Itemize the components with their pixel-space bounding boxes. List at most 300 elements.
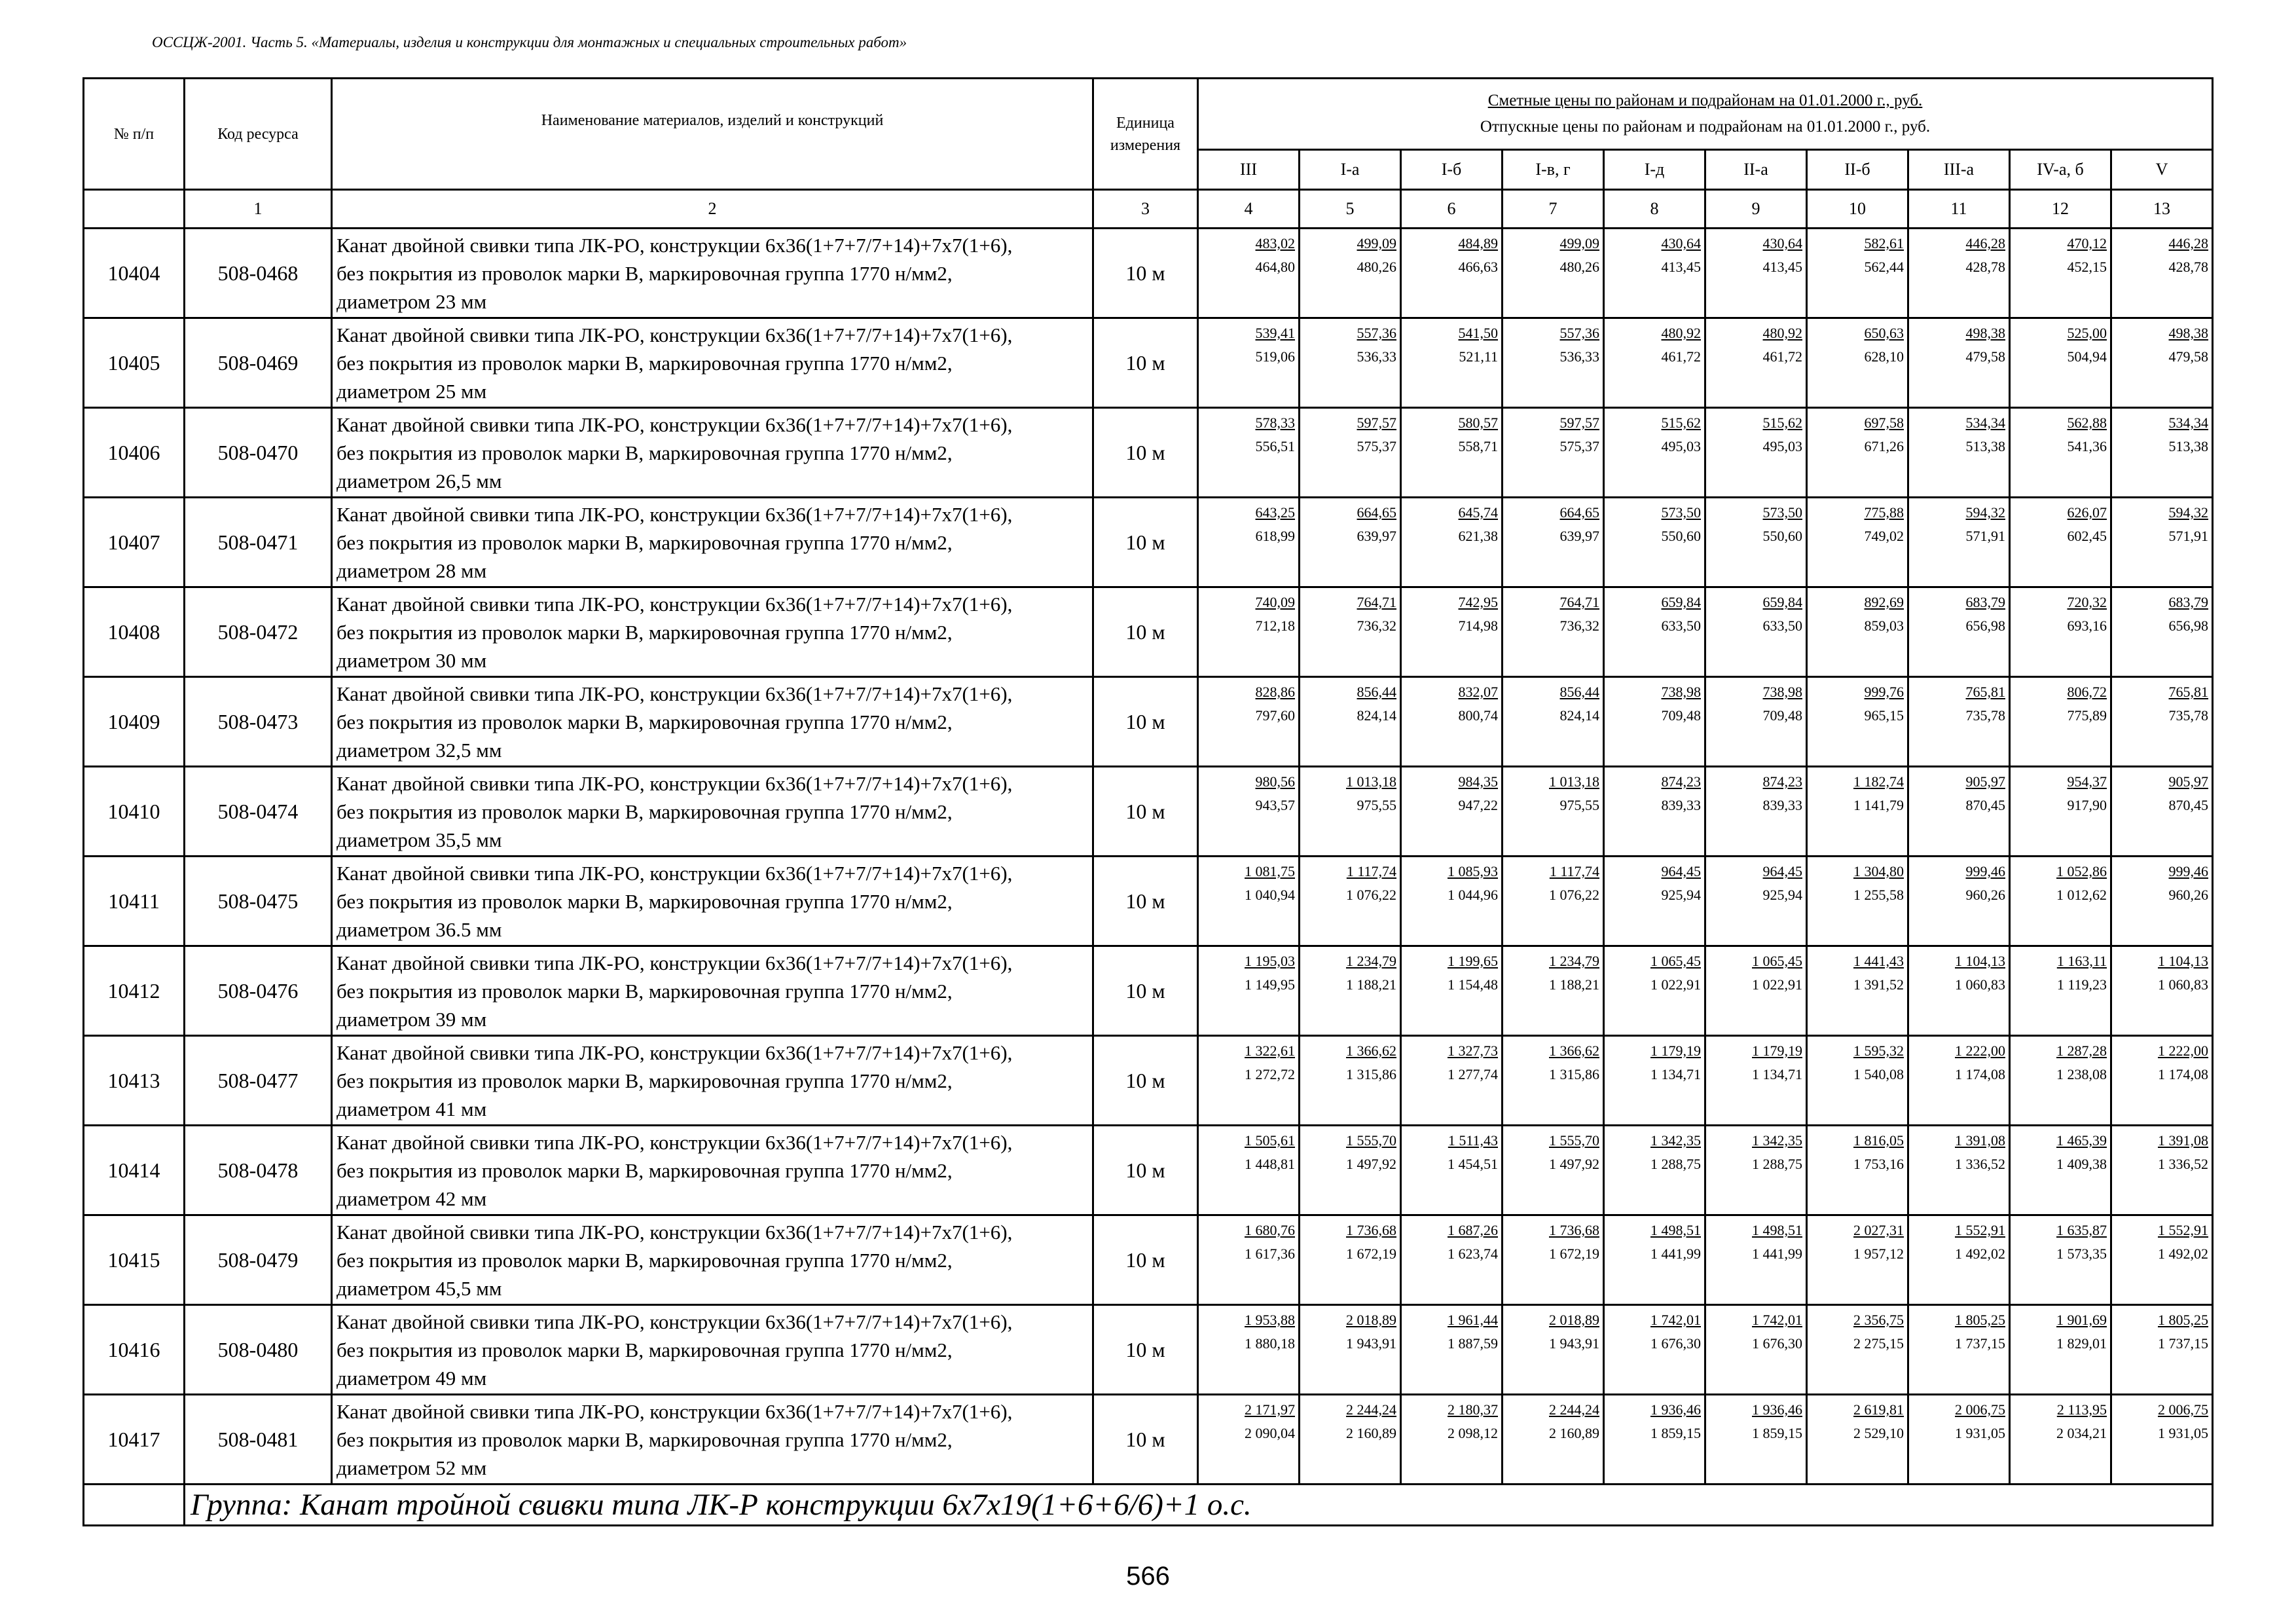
release-price: 1 492,02 xyxy=(1955,1246,2005,1262)
table-row xyxy=(84,408,2213,498)
release-price: 797,60 xyxy=(1255,707,1295,724)
release-price: 2 098,12 xyxy=(1448,1425,1498,1441)
unit: 10 м xyxy=(1093,677,1198,767)
release-price: 550,60 xyxy=(1762,528,1802,544)
release-price: 693,16 xyxy=(2067,618,2107,634)
price-cell xyxy=(1401,229,1503,318)
estimate-price: 765,81 xyxy=(2168,684,2209,700)
price-cell xyxy=(1705,1036,1807,1126)
estimate-price: 1 505,61 xyxy=(1245,1132,1295,1149)
price-cell xyxy=(2010,946,2111,1036)
price-cell xyxy=(1198,318,1300,408)
row-number: 10417 xyxy=(84,1395,185,1485)
row-number: 10416 xyxy=(84,1305,185,1395)
resource-code: 508-0478 xyxy=(185,1126,332,1215)
price-cell xyxy=(2111,229,2213,318)
release-price: 413,45 xyxy=(1762,259,1802,275)
release-price: 1 255,58 xyxy=(1853,887,1904,903)
release-price: 618,99 xyxy=(1255,528,1295,544)
estimate-price: 1 736,68 xyxy=(1346,1222,1396,1238)
release-price: 1 012,62 xyxy=(2056,887,2107,903)
unit: 10 м xyxy=(1093,946,1198,1036)
col-number: 3 xyxy=(1093,190,1198,229)
release-price: 775,89 xyxy=(2067,707,2107,724)
release-price: 1 931,05 xyxy=(1955,1425,2005,1441)
price-cell xyxy=(1198,229,1300,318)
estimate-price: 480,92 xyxy=(1661,325,1701,341)
price-cell xyxy=(1401,946,1503,1036)
release-price: 839,33 xyxy=(1762,797,1802,813)
estimate-price: 764,71 xyxy=(1559,594,1599,610)
release-price: 800,74 xyxy=(1458,707,1498,724)
release-price: 536,33 xyxy=(1559,348,1599,365)
price-cell xyxy=(2010,1395,2111,1485)
estimate-price: 764,71 xyxy=(1357,594,1396,610)
release-price: 1 737,15 xyxy=(2158,1335,2209,1352)
table-row xyxy=(84,229,2213,318)
group-row xyxy=(84,1485,2213,1526)
estimate-price: 557,36 xyxy=(1559,325,1599,341)
estimate-price: 1 327,73 xyxy=(1448,1043,1498,1059)
price-cell xyxy=(2010,767,2111,857)
price-cell xyxy=(1908,1305,2010,1395)
estimate-price: 2 006,75 xyxy=(1955,1401,2005,1418)
price-cell xyxy=(2010,1215,2111,1305)
estimate-price: 980,56 xyxy=(1255,773,1295,790)
release-price: 602,45 xyxy=(2067,528,2107,544)
price-cell xyxy=(1604,946,1705,1036)
estimate-price: 999,46 xyxy=(1965,863,2005,879)
release-price: 1 272,72 xyxy=(1245,1066,1295,1082)
price-cell xyxy=(1604,767,1705,857)
release-price: 1 676,30 xyxy=(1650,1335,1701,1352)
row-number: 10404 xyxy=(84,229,185,318)
release-price: 839,33 xyxy=(1661,797,1701,813)
estimate-price: 1 736,68 xyxy=(1549,1222,1599,1238)
estimate-price: 515,62 xyxy=(1762,415,1802,431)
price-cell xyxy=(1503,767,1604,857)
resource-code: 508-0476 xyxy=(185,946,332,1036)
estimate-price: 597,57 xyxy=(1559,415,1599,431)
item-name-line: без покрытия из проволок марки В, маркировочная группа 1770 н/мм2, xyxy=(337,1158,953,1182)
estimate-price: 1 498,51 xyxy=(1752,1222,1802,1238)
prices-estimate-heading: Сметные цены по районам и подрайонам на 01.01.2000 г., руб. xyxy=(1487,92,1923,109)
release-price: 1 134,71 xyxy=(1752,1066,1802,1082)
estimate-price: 1 013,18 xyxy=(1549,773,1599,790)
release-price: 1 288,75 xyxy=(1752,1156,1802,1172)
col-number: 8 xyxy=(1604,190,1705,229)
price-cell xyxy=(1807,318,1908,408)
estimate-price: 2 018,89 xyxy=(1346,1312,1396,1328)
estimate-price: 582,61 xyxy=(1864,235,1904,251)
col-header-prices xyxy=(1198,79,2213,150)
estimate-price: 1 222,00 xyxy=(1955,1043,2005,1059)
price-cell xyxy=(2111,946,2213,1036)
release-price: 562,44 xyxy=(1864,259,1904,275)
price-cell xyxy=(1807,1036,1908,1126)
region-header: V xyxy=(2111,150,2213,190)
estimate-price: 1 117,74 xyxy=(1346,863,1396,879)
price-cell xyxy=(1503,1036,1604,1126)
estimate-price: 2 619,81 xyxy=(1853,1401,1904,1418)
item-name-line: диаметром 36.5 мм xyxy=(337,917,502,941)
release-price: 2 275,15 xyxy=(1853,1335,1904,1352)
item-name-line: диаметром 52 мм xyxy=(337,1456,487,1479)
release-price: 513,38 xyxy=(2168,438,2209,454)
release-price: 628,10 xyxy=(1864,348,1904,365)
item-name-line: диаметром 45,5 мм xyxy=(337,1276,502,1300)
release-price: 550,60 xyxy=(1661,528,1701,544)
release-price: 1 753,16 xyxy=(1853,1156,1904,1172)
price-cell xyxy=(1401,1305,1503,1395)
release-price: 943,57 xyxy=(1255,797,1295,813)
price-cell xyxy=(1198,946,1300,1036)
row-number: 10407 xyxy=(84,498,185,587)
release-price: 925,94 xyxy=(1661,887,1701,903)
release-price: 1 676,30 xyxy=(1752,1335,1802,1352)
item-name-line: Канат двойной свивки типа ЛК-РО, конструкции 6х36(1+7+7/7+14)+7х7(1+6), xyxy=(337,413,1013,436)
release-price: 571,91 xyxy=(2168,528,2209,544)
col-number: 6 xyxy=(1401,190,1503,229)
estimate-price: 856,44 xyxy=(1559,684,1599,700)
price-cell xyxy=(2010,1036,2111,1126)
price-cell xyxy=(1300,1395,1401,1485)
price-cell xyxy=(1908,1395,2010,1485)
price-cell xyxy=(2111,408,2213,498)
item-name xyxy=(332,677,1093,767)
price-cell xyxy=(1503,229,1604,318)
price-cell xyxy=(1198,857,1300,946)
item-name-line: Канат двойной свивки типа ЛК-РО, конструкции 6х36(1+7+7/7+14)+7х7(1+6), xyxy=(337,861,1013,885)
item-name-line: Канат двойной свивки типа ЛК-РО, конструкции 6х36(1+7+7/7+14)+7х7(1+6), xyxy=(337,682,1013,705)
estimate-price: 720,32 xyxy=(2067,594,2107,610)
item-name-line: без покрытия из проволок марки В, маркировочная группа 1770 н/мм2, xyxy=(337,800,953,823)
item-name-line: диаметром 41 мм xyxy=(337,1097,487,1120)
release-price: 461,72 xyxy=(1661,348,1701,365)
row-number: 10410 xyxy=(84,767,185,857)
price-cell xyxy=(1401,498,1503,587)
item-name xyxy=(332,1215,1093,1305)
resource-code: 508-0470 xyxy=(185,408,332,498)
release-price: 1 141,79 xyxy=(1853,797,1904,813)
price-cell xyxy=(1401,1036,1503,1126)
item-name xyxy=(332,1126,1093,1215)
price-cell xyxy=(1198,1126,1300,1215)
price-cell xyxy=(1604,408,1705,498)
estimate-price: 1 742,01 xyxy=(1752,1312,1802,1328)
estimate-price: 573,50 xyxy=(1762,504,1802,521)
release-price: 870,45 xyxy=(2168,797,2209,813)
resource-code: 508-0471 xyxy=(185,498,332,587)
release-price: 709,48 xyxy=(1661,707,1701,724)
estimate-price: 1 635,87 xyxy=(2056,1222,2107,1238)
release-price: 736,32 xyxy=(1559,618,1599,634)
price-cell xyxy=(1503,1215,1604,1305)
estimate-price: 2 171,97 xyxy=(1245,1401,1295,1418)
price-cell xyxy=(1300,587,1401,677)
estimate-price: 874,23 xyxy=(1762,773,1802,790)
estimate-price: 1 342,35 xyxy=(1650,1132,1701,1149)
item-name-line: Канат двойной свивки типа ЛК-РО, конструкции 6х36(1+7+7/7+14)+7х7(1+6), xyxy=(337,502,1013,526)
release-price: 1 409,38 xyxy=(2056,1156,2107,1172)
estimate-price: 1 805,25 xyxy=(1955,1312,2005,1328)
resource-code: 508-0481 xyxy=(185,1395,332,1485)
estimate-price: 573,50 xyxy=(1661,504,1701,521)
estimate-price: 484,89 xyxy=(1458,235,1498,251)
document-header: ОССЦЖ-2001. Часть 5. «Материалы, изделия и конструкции для монтажных и специальных строительных работ» xyxy=(152,34,907,50)
release-price: 2 090,04 xyxy=(1245,1425,1295,1441)
price-cell xyxy=(1503,498,1604,587)
estimate-price: 1 936,46 xyxy=(1752,1401,1802,1418)
release-price: 1 448,81 xyxy=(1245,1156,1295,1172)
col-header-np: № п/п xyxy=(84,79,185,190)
item-name-line: без покрытия из проволок марки В, маркировочная группа 1770 н/мм2, xyxy=(337,1248,953,1272)
item-name-line: Канат двойной свивки типа ЛК-РО, конструкции 6х36(1+7+7/7+14)+7х7(1+6), xyxy=(337,951,1013,974)
estimate-price: 1 511,43 xyxy=(1448,1132,1498,1149)
table-row xyxy=(84,1215,2213,1305)
price-cell xyxy=(1807,229,1908,318)
price-cell xyxy=(1198,1215,1300,1305)
col-header-code: Код ресурса xyxy=(185,79,332,190)
price-cell xyxy=(1503,857,1604,946)
release-price: 714,98 xyxy=(1458,618,1498,634)
release-price: 1 336,52 xyxy=(2158,1156,2209,1172)
estimate-price: 1 052,86 xyxy=(2056,863,2107,879)
estimate-price: 683,79 xyxy=(2168,594,2209,610)
release-price: 495,03 xyxy=(1762,438,1802,454)
price-cell xyxy=(1401,857,1503,946)
estimate-price: 1 391,08 xyxy=(2158,1132,2209,1149)
release-price: 1 492,02 xyxy=(2158,1246,2209,1262)
price-cell xyxy=(1401,1126,1503,1215)
estimate-price: 1 555,70 xyxy=(1549,1132,1599,1149)
estimate-price: 1 342,35 xyxy=(1752,1132,1802,1149)
estimate-price: 562,88 xyxy=(2067,415,2107,431)
estimate-price: 742,95 xyxy=(1458,594,1498,610)
item-name-line: Канат двойной свивки типа ЛК-РО, конструкции 6х36(1+7+7/7+14)+7х7(1+6), xyxy=(337,1310,1013,1333)
price-cell xyxy=(1705,587,1807,677)
estimate-price: 1 322,61 xyxy=(1245,1043,1295,1059)
release-price: 558,71 xyxy=(1458,438,1498,454)
estimate-price: 534,34 xyxy=(2168,415,2209,431)
estimate-price: 1 441,43 xyxy=(1853,953,1904,969)
unit: 10 м xyxy=(1093,1126,1198,1215)
price-cell xyxy=(1503,587,1604,677)
estimate-price: 1 961,44 xyxy=(1448,1312,1498,1328)
group-title: Группа: Канат тройной свивки типа ЛК-Р конструкции 6х7х19(1+6+6/6)+1 о.с. xyxy=(185,1485,2213,1526)
price-cell xyxy=(1198,677,1300,767)
release-price: 960,26 xyxy=(2168,887,2209,903)
price-cell xyxy=(1401,677,1503,767)
estimate-price: 1 179,19 xyxy=(1752,1043,1802,1059)
estimate-price: 984,35 xyxy=(1458,773,1498,790)
table-row xyxy=(84,318,2213,408)
table-row xyxy=(84,1395,2213,1485)
price-cell xyxy=(1198,767,1300,857)
release-price: 2 529,10 xyxy=(1853,1425,1904,1441)
release-price: 870,45 xyxy=(1965,797,2005,813)
estimate-price: 738,98 xyxy=(1762,684,1802,700)
row-number: 10408 xyxy=(84,587,185,677)
table-row xyxy=(84,857,2213,946)
price-cell xyxy=(1503,1305,1604,1395)
price-cell xyxy=(1807,946,1908,1036)
region-header: II-а xyxy=(1705,150,1807,190)
item-name-line: без покрытия из проволок марки В, маркировочная группа 1770 н/мм2, xyxy=(337,620,953,644)
item-name xyxy=(332,229,1093,318)
price-cell xyxy=(1300,677,1401,767)
item-name-line: диаметром 42 мм xyxy=(337,1187,487,1210)
estimate-price: 499,09 xyxy=(1357,235,1396,251)
row-number: 10406 xyxy=(84,408,185,498)
price-cell xyxy=(1705,229,1807,318)
price-cell xyxy=(1705,498,1807,587)
item-name-line: Канат двойной свивки типа ЛК-РО, конструкции 6х36(1+7+7/7+14)+7х7(1+6), xyxy=(337,1130,1013,1154)
price-cell xyxy=(2111,677,2213,767)
estimate-price: 892,69 xyxy=(1864,594,1904,610)
unit: 10 м xyxy=(1093,1395,1198,1485)
release-price: 1 076,22 xyxy=(1346,887,1396,903)
price-cell xyxy=(1705,946,1807,1036)
release-price: 1 672,19 xyxy=(1549,1246,1599,1262)
resource-code: 508-0479 xyxy=(185,1215,332,1305)
item-name-line: Канат двойной свивки типа ЛК-РО, конструкции 6х36(1+7+7/7+14)+7х7(1+6), xyxy=(337,1220,1013,1244)
resource-code: 508-0468 xyxy=(185,229,332,318)
estimate-price: 1 816,05 xyxy=(1853,1132,1904,1149)
col-number: 9 xyxy=(1705,190,1807,229)
release-price: 633,50 xyxy=(1661,618,1701,634)
estimate-price: 650,63 xyxy=(1864,325,1904,341)
release-price: 824,14 xyxy=(1559,707,1599,724)
item-name-line: Канат двойной свивки типа ЛК-РО, конструкции 6х36(1+7+7/7+14)+7х7(1+6), xyxy=(337,771,1013,795)
item-name-line: без покрытия из проволок марки В, маркировочная группа 1770 н/мм2, xyxy=(337,979,953,1003)
item-name-line: диаметром 49 мм xyxy=(337,1366,487,1390)
price-cell xyxy=(1604,1036,1705,1126)
price-cell xyxy=(1300,408,1401,498)
region-header: III xyxy=(1198,150,1300,190)
release-price: 575,37 xyxy=(1559,438,1599,454)
release-price: 639,97 xyxy=(1559,528,1599,544)
group-row-empty xyxy=(84,1485,185,1526)
estimate-price: 1 391,08 xyxy=(1955,1132,2005,1149)
price-cell xyxy=(1705,767,1807,857)
estimate-price: 697,58 xyxy=(1864,415,1904,431)
estimate-price: 1 805,25 xyxy=(2158,1312,2209,1328)
estimate-price: 775,88 xyxy=(1864,504,1904,521)
price-cell xyxy=(1300,229,1401,318)
price-cell xyxy=(1300,318,1401,408)
release-price: 1 859,15 xyxy=(1650,1425,1701,1441)
region-header: II-б xyxy=(1807,150,1908,190)
estimate-price: 1 234,79 xyxy=(1346,953,1396,969)
price-cell xyxy=(1401,767,1503,857)
release-price: 519,06 xyxy=(1255,348,1295,365)
estimate-price: 964,45 xyxy=(1762,863,1802,879)
estimate-price: 874,23 xyxy=(1661,773,1701,790)
table-row xyxy=(84,767,2213,857)
price-cell xyxy=(1807,857,1908,946)
price-cell xyxy=(1908,498,2010,587)
price-cell xyxy=(1908,229,2010,318)
estimate-price: 806,72 xyxy=(2067,684,2107,700)
release-price: 1 119,23 xyxy=(2056,976,2107,993)
release-price: 428,78 xyxy=(2168,259,2209,275)
col-number: 11 xyxy=(1908,190,2010,229)
price-cell xyxy=(2111,1126,2213,1215)
row-number: 10414 xyxy=(84,1126,185,1215)
release-price: 1 040,94 xyxy=(1245,887,1295,903)
col-number: 7 xyxy=(1503,190,1604,229)
price-cell xyxy=(1705,677,1807,767)
price-cell xyxy=(2111,767,2213,857)
release-price: 1 497,92 xyxy=(1549,1156,1599,1172)
release-price: 1 573,35 xyxy=(2056,1246,2107,1262)
price-cell xyxy=(1908,946,2010,1036)
col-number-empty xyxy=(84,190,185,229)
estimate-price: 1 081,75 xyxy=(1245,863,1295,879)
release-price: 1 188,21 xyxy=(1346,976,1396,993)
item-name-line: Канат двойной свивки типа ЛК-РО, конструкции 6х36(1+7+7/7+14)+7х7(1+6), xyxy=(337,1399,1013,1423)
release-price: 639,97 xyxy=(1357,528,1396,544)
unit: 10 м xyxy=(1093,1215,1198,1305)
release-price: 1 454,51 xyxy=(1448,1156,1498,1172)
item-name xyxy=(332,946,1093,1036)
release-price: 479,58 xyxy=(1965,348,2005,365)
item-name-line: диаметром 35,5 мм xyxy=(337,828,502,851)
price-cell xyxy=(1604,1395,1705,1485)
estimate-price: 683,79 xyxy=(1965,594,2005,610)
release-price: 1 957,12 xyxy=(1853,1246,1904,1262)
price-cell xyxy=(2010,1305,2111,1395)
release-price: 1 737,15 xyxy=(1955,1335,2005,1352)
price-cell xyxy=(1503,946,1604,1036)
release-price: 917,90 xyxy=(2067,797,2107,813)
release-price: 1 672,19 xyxy=(1346,1246,1396,1262)
table-row xyxy=(84,1036,2213,1126)
price-cell xyxy=(1503,1395,1604,1485)
estimate-price: 1 555,70 xyxy=(1346,1132,1396,1149)
price-cell xyxy=(1300,1215,1401,1305)
price-cell xyxy=(1807,1305,1908,1395)
price-cell xyxy=(1604,498,1705,587)
item-name xyxy=(332,498,1093,587)
item-name-line: без покрытия из проволок марки В, маркировочная группа 1770 н/мм2, xyxy=(337,441,953,464)
price-cell xyxy=(2111,1305,2213,1395)
release-price: 736,32 xyxy=(1357,618,1396,634)
price-cell xyxy=(1198,408,1300,498)
item-name-line: без покрытия из проволок марки В, маркировочная группа 1770 н/мм2, xyxy=(337,889,953,913)
price-cell xyxy=(2111,498,2213,587)
release-price: 1 623,74 xyxy=(1448,1246,1498,1262)
price-cell xyxy=(1705,1126,1807,1215)
price-cell xyxy=(2010,229,2111,318)
release-price: 1 829,01 xyxy=(2056,1335,2107,1352)
estimate-price: 578,33 xyxy=(1255,415,1295,431)
release-price: 960,26 xyxy=(1965,887,2005,903)
release-price: 536,33 xyxy=(1357,348,1396,365)
item-name-line: без покрытия из проволок марки В, маркировочная группа 1770 н/мм2, xyxy=(337,1338,953,1361)
release-price: 749,02 xyxy=(1864,528,1904,544)
release-price: 656,98 xyxy=(1965,618,2005,634)
price-cell xyxy=(2010,587,2111,677)
estimate-price: 2 018,89 xyxy=(1549,1312,1599,1328)
price-cell xyxy=(1908,857,2010,946)
estimate-price: 905,97 xyxy=(1965,773,2005,790)
resource-code: 508-0474 xyxy=(185,767,332,857)
price-cell xyxy=(1198,498,1300,587)
release-price: 1 315,86 xyxy=(1549,1066,1599,1082)
price-cell xyxy=(1401,1395,1503,1485)
